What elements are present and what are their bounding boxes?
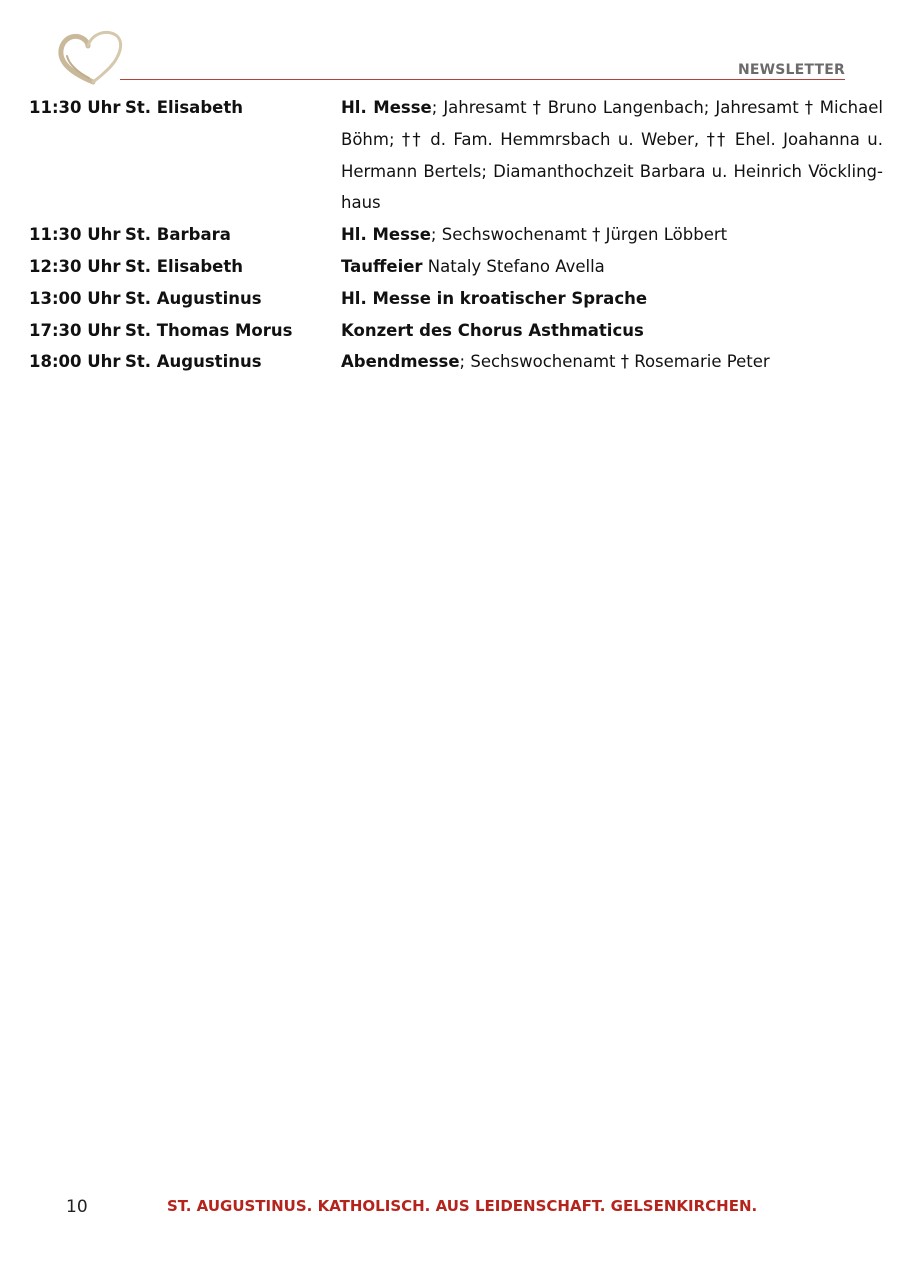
footer-slogan: ST. AUGUSTINUS. KATHOLISCH. AUS LEIDENSCHAFT. GELSENKIRCHEN.	[167, 1197, 758, 1215]
newsletter-label: NEWSLETTER	[737, 62, 845, 78]
page-number: 10	[66, 1197, 88, 1217]
schedule-row	[29, 315, 885, 347]
event-time: 13:00 Uhr	[29, 288, 121, 308]
event-time: 11:30 Uhr	[29, 98, 121, 117]
event-description	[341, 92, 885, 219]
event-church: St. Augustinus	[125, 352, 262, 372]
event-church: St. Elisabeth	[125, 256, 243, 276]
event-details: ; Jahresamt † Bruno Langenbach; Jahresamt † Michael Böhm; †† d. Fam. Hemmrsbach u. Weber, †† Ehel. Joahanna u. Hermann Bertels; Diamanthochzeit Barbara u. Heinrich Vöcklinghaus	[341, 98, 883, 213]
schedule-row	[29, 251, 885, 283]
schedule-row	[29, 219, 885, 251]
schedule-row	[29, 283, 885, 315]
event-time: 11:30 Uhr	[29, 225, 121, 245]
heart-outline-logo-icon	[55, 26, 127, 86]
event-church: St. Elisabeth	[125, 98, 243, 117]
event-details: ; Sechswochenamt † Rosemarie Peter	[459, 352, 770, 372]
schedule-row	[29, 346, 885, 378]
schedule-row	[29, 92, 885, 219]
event-type: Abendmesse	[341, 352, 460, 372]
event-church: St. Augustinus	[125, 288, 262, 308]
event-type: Konzert des Chorus Asthmaticus	[341, 320, 644, 340]
event-time: 18:00 Uhr	[29, 352, 121, 372]
event-schedule	[29, 92, 885, 378]
event-time: 17:30 Uhr	[29, 320, 121, 340]
event-time: 12:30 Uhr	[29, 256, 121, 276]
event-type: Hl. Messe	[341, 98, 432, 117]
event-description	[341, 283, 885, 315]
event-details: Nataly Stefano Avella	[422, 256, 605, 276]
event-type: Hl. Messe	[341, 225, 431, 245]
event-description	[341, 346, 885, 378]
header-rule	[120, 79, 845, 80]
event-details: ; Sechswochenamt † Jürgen Löbbert	[430, 225, 728, 245]
event-type: Hl. Messe in kroatischer Sprache	[341, 288, 648, 308]
event-type: Tauffeier	[341, 256, 423, 276]
event-description	[341, 219, 885, 251]
event-description	[341, 251, 885, 283]
event-description	[341, 315, 885, 347]
event-church: St. Thomas Morus	[125, 320, 293, 340]
event-church: St. Barbara	[125, 225, 231, 245]
